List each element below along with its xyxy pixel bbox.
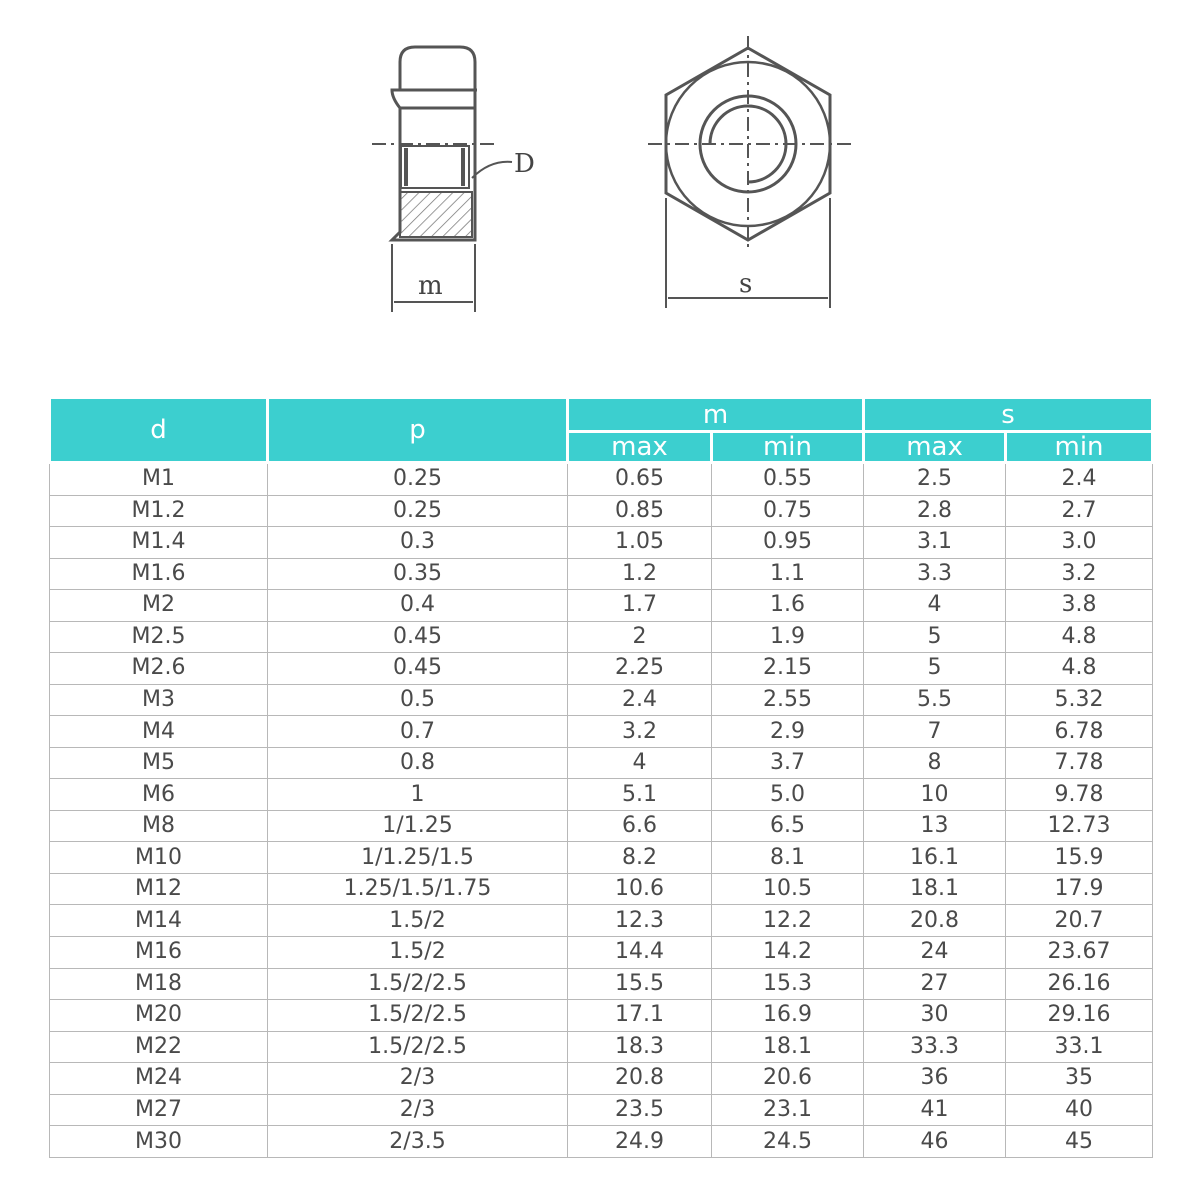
cell-s-min: 35 [1006,1063,1153,1095]
cell-p: 1.5/2/2.5 [268,1031,568,1063]
cell-m-max: 10.6 [568,873,712,905]
cell-p: 1/1.25 [268,810,568,842]
cell-p: 0.45 [268,653,568,685]
cell-s-max: 5.5 [864,684,1006,716]
header-p: p [268,398,568,463]
cell-p: 0.25 [268,463,568,496]
cell-p: 0.5 [268,684,568,716]
cell-m-max: 2 [568,621,712,653]
cell-s-min: 40 [1006,1094,1153,1126]
table-row [50,1031,1153,1063]
table-row [50,873,1153,905]
cell-m-min: 18.1 [712,1031,864,1063]
cell-d: M1.4 [50,527,268,559]
cell-s-min: 33.1 [1006,1031,1153,1063]
cell-s-max: 5 [864,653,1006,685]
cell-m-min: 20.6 [712,1063,864,1095]
cell-s-max: 30 [864,1000,1006,1032]
table-row [50,842,1153,874]
cell-s-max: 20.8 [864,905,1006,937]
cell-s-max: 18.1 [864,873,1006,905]
header-s-max: max [864,432,1006,463]
cell-s-max: 16.1 [864,842,1006,874]
cell-s-max: 36 [864,1063,1006,1095]
cell-d: M30 [50,1126,268,1158]
cell-p: 1.5/2 [268,936,568,968]
table-row [50,527,1153,559]
cell-d: M8 [50,810,268,842]
cell-d: M6 [50,779,268,811]
cell-s-min: 6.78 [1006,716,1153,748]
cell-d: M1 [50,463,268,496]
table-row [50,1094,1153,1126]
table-header-row [50,398,1153,432]
cell-m-max: 0.65 [568,463,712,496]
cell-m-min: 6.5 [712,810,864,842]
cell-s-max: 3.1 [864,527,1006,559]
cell-d: M22 [50,1031,268,1063]
cell-m-min: 2.9 [712,716,864,748]
cell-m-min: 15.3 [712,968,864,1000]
cell-m-max: 2.4 [568,684,712,716]
cell-m-max: 18.3 [568,1031,712,1063]
cell-s-min: 7.78 [1006,747,1153,779]
cell-s-max: 27 [864,968,1006,1000]
cell-m-min: 0.75 [712,495,864,527]
cell-p: 1.5/2 [268,905,568,937]
cell-s-max: 4 [864,590,1006,622]
cell-d: M27 [50,1094,268,1126]
width-label: s [739,269,753,299]
cell-p: 1/1.25/1.5 [268,842,568,874]
cell-m-max: 15.5 [568,968,712,1000]
cell-s-min: 26.16 [1006,968,1153,1000]
hex-nut-drawings [0,0,1200,340]
table-row [50,1000,1153,1032]
cell-p: 1.5/2/2.5 [268,968,568,1000]
table-row [50,621,1153,653]
table-row [50,1063,1153,1095]
cell-s-min: 3.0 [1006,527,1153,559]
table-row [50,968,1153,1000]
table-row [50,779,1153,811]
cell-d: M5 [50,747,268,779]
cell-s-min: 4.8 [1006,653,1153,685]
cell-p: 0.8 [268,747,568,779]
cell-m-max: 20.8 [568,1063,712,1095]
cell-s-max: 33.3 [864,1031,1006,1063]
hatched-section [400,192,472,237]
cell-p: 1 [268,779,568,811]
cell-s-max: 24 [864,936,1006,968]
cell-m-min: 3.7 [712,747,864,779]
cell-m-max: 4 [568,747,712,779]
table-row [50,558,1153,590]
cell-m-max: 2.25 [568,653,712,685]
cell-s-min: 23.67 [1006,936,1153,968]
table-row [50,463,1153,496]
cell-d: M3 [50,684,268,716]
cell-d: M4 [50,716,268,748]
table-row [50,716,1153,748]
cell-d: M14 [50,905,268,937]
table-row [50,684,1153,716]
cell-m-min: 5.0 [712,779,864,811]
cell-m-max: 14.4 [568,936,712,968]
cell-p: 0.25 [268,495,568,527]
cell-d: M2.5 [50,621,268,653]
cell-s-max: 13 [864,810,1006,842]
cell-m-max: 12.3 [568,905,712,937]
cell-d: M1.2 [50,495,268,527]
cell-m-min: 16.9 [712,1000,864,1032]
cell-m-min: 2.15 [712,653,864,685]
cell-p: 2/3 [268,1063,568,1095]
cell-d: M2.6 [50,653,268,685]
cell-s-max: 5 [864,621,1006,653]
table-row [50,495,1153,527]
cell-p: 0.3 [268,527,568,559]
cell-m-max: 24.9 [568,1126,712,1158]
cell-p: 2/3.5 [268,1126,568,1158]
cell-s-max: 3.3 [864,558,1006,590]
cell-s-max: 8 [864,747,1006,779]
cell-s-min: 3.8 [1006,590,1153,622]
cell-s-max: 7 [864,716,1006,748]
table-row [50,905,1153,937]
thread-diameter-label: D [514,149,535,179]
cell-s-max: 10 [864,779,1006,811]
cell-p: 0.45 [268,621,568,653]
cell-m-min: 8.1 [712,842,864,874]
cell-s-max: 2.5 [864,463,1006,496]
table-row [50,590,1153,622]
cell-m-max: 1.2 [568,558,712,590]
cell-p: 0.35 [268,558,568,590]
cell-m-min: 24.5 [712,1126,864,1158]
cell-p: 1.25/1.5/1.75 [268,873,568,905]
table-row [50,1126,1153,1158]
cell-m-min: 12.2 [712,905,864,937]
cell-s-max: 2.8 [864,495,1006,527]
cell-m-max: 6.6 [568,810,712,842]
header-s: s [864,398,1153,432]
cell-m-min: 14.2 [712,936,864,968]
cell-s-min: 2.7 [1006,495,1153,527]
cell-d: M18 [50,968,268,1000]
cell-m-max: 3.2 [568,716,712,748]
cell-d: M20 [50,1000,268,1032]
cell-d: M12 [50,873,268,905]
cell-m-min: 10.5 [712,873,864,905]
top-view-centerlines [648,36,852,252]
cell-m-min: 1.9 [712,621,864,653]
table-row [50,653,1153,685]
header-m: m [568,398,864,432]
cell-m-min: 0.95 [712,527,864,559]
table-row [50,810,1153,842]
cell-m-max: 23.5 [568,1094,712,1126]
header-m-min: min [712,432,864,463]
cell-m-max: 5.1 [568,779,712,811]
cell-m-min: 23.1 [712,1094,864,1126]
cell-m-max: 0.85 [568,495,712,527]
cell-s-min: 45 [1006,1126,1153,1158]
cell-p: 0.4 [268,590,568,622]
cell-s-min: 4.8 [1006,621,1153,653]
cell-s-min: 3.2 [1006,558,1153,590]
table-row [50,747,1153,779]
cell-m-max: 17.1 [568,1000,712,1032]
cell-m-min: 0.55 [712,463,864,496]
cell-s-max: 41 [864,1094,1006,1126]
cell-s-min: 15.9 [1006,842,1153,874]
table-row [50,936,1153,968]
table-body [50,463,1153,1158]
cell-s-min: 2.4 [1006,463,1153,496]
cell-s-min: 17.9 [1006,873,1153,905]
nut-dimensions-table [48,396,1154,1158]
cell-d: M2 [50,590,268,622]
header-m-max: max [568,432,712,463]
cell-s-max: 46 [864,1126,1006,1158]
thread-leader-line [472,162,512,178]
cell-m-min: 1.6 [712,590,864,622]
cell-s-min: 29.16 [1006,1000,1153,1032]
header-d: d [50,398,268,463]
cell-m-max: 8.2 [568,842,712,874]
cell-p: 0.7 [268,716,568,748]
height-label: m [418,271,443,301]
cell-p: 2/3 [268,1094,568,1126]
cell-s-min: 20.7 [1006,905,1153,937]
cell-p: 1.5/2/2.5 [268,1000,568,1032]
cell-s-min: 12.73 [1006,810,1153,842]
header-s-min: min [1006,432,1153,463]
cell-s-min: 5.32 [1006,684,1153,716]
cell-d: M10 [50,842,268,874]
cell-s-min: 9.78 [1006,779,1153,811]
cell-d: M1.6 [50,558,268,590]
cell-m-max: 1.7 [568,590,712,622]
cell-m-min: 1.1 [712,558,864,590]
cell-d: M16 [50,936,268,968]
cell-m-min: 2.55 [712,684,864,716]
cell-m-max: 1.05 [568,527,712,559]
cell-d: M24 [50,1063,268,1095]
